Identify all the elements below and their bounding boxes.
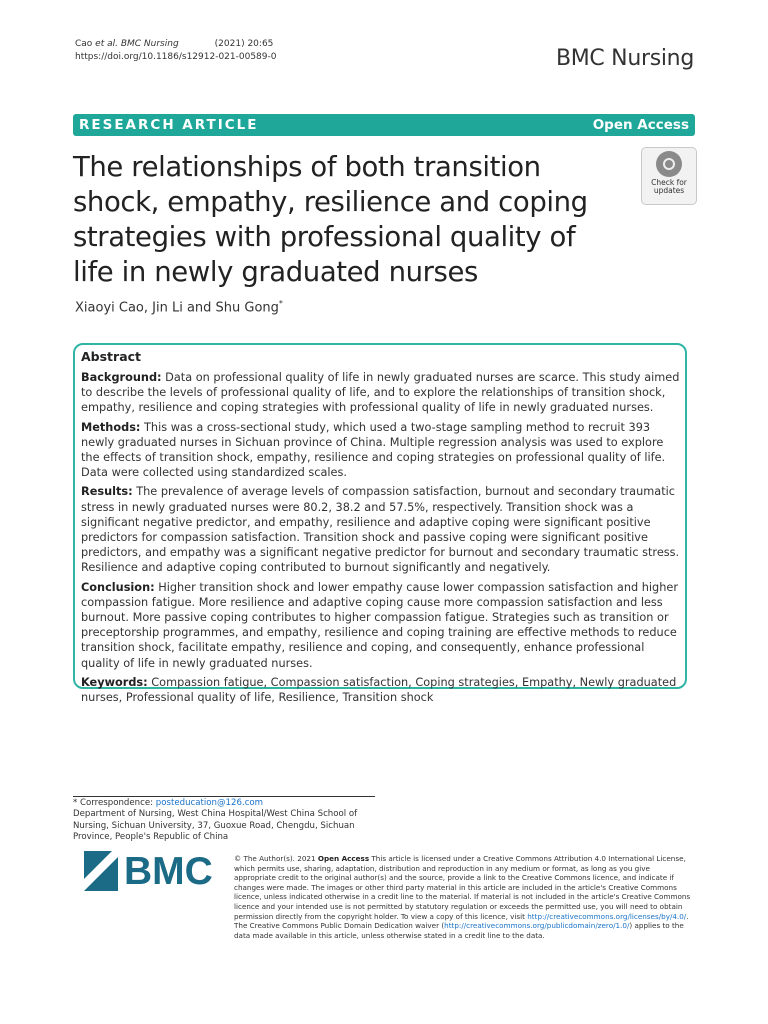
- bmc-logo-icon: [84, 851, 216, 891]
- open-access-label: Open Access: [592, 117, 689, 133]
- check-for-updates-icon: [656, 151, 682, 177]
- license-link-by[interactable]: http://creativecommons.org/licenses/by/4.0/: [527, 911, 687, 921]
- license-link-zero[interactable]: http://creativecommons.org/publicdomain/zero/1.0/: [444, 921, 630, 931]
- abstract-methods: Methods: This was a cross-sectional study, which used a two-stage sampling method to recruit 393 newly graduated nurses in Sichuan province of China. Multiple regression analysis was used to explore the effects of transition shock, empathy, resilience and coping strategies on professional quality of life. Data were collected using standardized scales.: [81, 420, 666, 480]
- correspondence-affiliation: Department of Nursing, West China Hospital/West China School of Nursing, Sichuan University, 37, Guoxue Road, Chengdu, Sichuan Province, People's Republic of China: [73, 809, 358, 842]
- abstract-heading: Abstract: [81, 349, 142, 364]
- article-type-label: RESEARCH ARTICLE: [79, 117, 259, 133]
- license-text: © The Author(s). 2021 Open Access This article is licensed under a Creative Commons Attribution 4.0 International License, which permits use, sharing, adaptation, distribution and reproduction in any medium or format, as long as you give appropriate credit to the original author(s) and the source, provide a link to the Creative Commons licence, and indicate if changes were made. The images or other third party material in this article are included in the article's Creative Commons licence, unless indicated otherwise in a credit line to the material. If material is not included in the article's Creative Commons licence and your intended use is not permitted by statutory regulation or exceeds the permitted use, you will need to obtain permission directly from the copyright holder. To view a copy of this licence, visit http://creativecommons.org/licenses/by/4.0/. The Creative Commons Public Domain Dedication waiver (http://creativecommons.org/publicdomain/zero/1.0/) applies to the data made available in this article, unless otherwise stated in a credit line to the data.: [234, 854, 691, 940]
- abstract-box: [73, 343, 687, 705]
- bmc-logo-text: BMC: [124, 851, 213, 891]
- article-title: The relationships of both transition shock, empathy, resilience and coping strategies with professional quality of life in newly graduated nurses: [73, 151, 588, 288]
- article-type-banner: [73, 114, 695, 136]
- journal-name: BMC Nursing: [555, 46, 694, 71]
- abstract-conclusion: Conclusion: Higher transition shock and lower empathy cause lower compassion satisfaction and higher compassion fatigue. More resilience and adaptive coping cause more compassion satisfaction and less burnout. More passive coping contributes to higher compassion fatigue. Strategies such as transition or preceptorship programmes, and empathy, resilience and coping training are effective methods to reduce transition shock, facilitate empathy, resilience and coping, and consequently, enhance professional quality of life in newly graduated nurses.: [81, 580, 678, 670]
- citation-year: (2021) 20:65: [214, 39, 274, 49]
- correspondence-footnote: [73, 798, 393, 843]
- license-open-access: Open Access: [317, 854, 370, 863]
- citation-header: [75, 38, 276, 64]
- author-list: Xiaoyi Cao, Jin Li and Shu Gong*: [75, 299, 283, 316]
- abstract-results: Results: The prevalence of average levels of compassion satisfaction, burnout and secondary traumatic stress in newly graduated nurses were 80.2, 38.2 and 57.5%, respectively. Transition shock was a significant negative predictor, and empathy, resilience and adaptive coping were significant positive predictors for compassion satisfaction. Transition shock and passive coping were significant positive predictors, and empathy was a significant negative predictor for burnout and secondary traumatic stress. Resilience and adaptive coping contributed to burnout significantly and negatively.: [81, 485, 680, 575]
- footnote-divider: [73, 796, 375, 797]
- check-for-updates-text: Check for updates: [651, 178, 687, 195]
- check-for-updates-badge[interactable]: [641, 147, 697, 205]
- correspondence-line: * Correspondence: posteducation@126.com: [73, 798, 264, 808]
- abstract-background: Background: Data on professional quality of life in newly graduated nurses are scarce. This study aimed to describe the levels of professional quality of life, and to explore the relationships of transition shock, empathy, resilience and coping strategies with professional quality of life in newly graduated nurses.: [81, 371, 680, 415]
- citation-journal: et al. BMC Nursing: [95, 39, 179, 49]
- abstract-keywords: Keywords: Compassion fatigue, Compassion satisfaction, Coping strategies, Empathy, Newly graduated nurses, Professional quality of life, Resilience, Transition shock: [81, 675, 677, 705]
- corresponding-mark: *: [278, 299, 283, 308]
- citation-line: Cao et al. BMC Nursing (2021) 20:65: [75, 39, 274, 49]
- correspondence-email-link[interactable]: posteducation@126.com: [155, 798, 264, 808]
- doi-link[interactable]: https://doi.org/10.1186/s12912-021-00589-0: [75, 52, 277, 62]
